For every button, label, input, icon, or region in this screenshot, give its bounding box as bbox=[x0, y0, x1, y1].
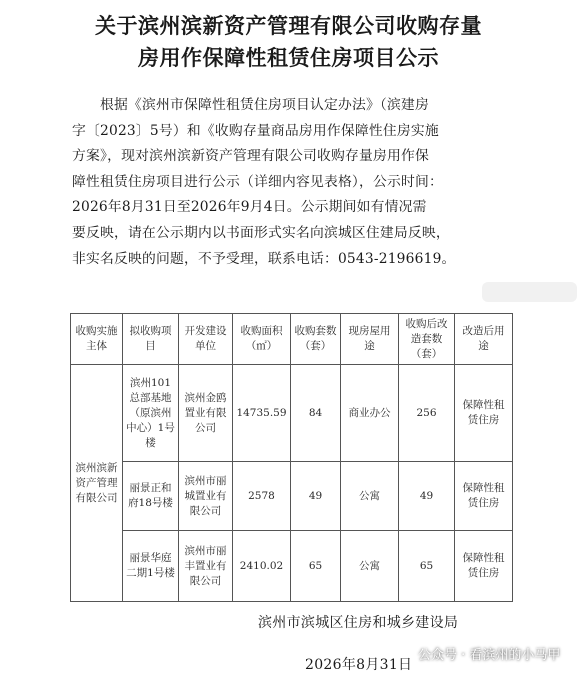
issuer-signature: 滨州市滨城区住房和城乡建设局 bbox=[258, 615, 459, 631]
project-cell: 丽景正和府18号楼 bbox=[123, 462, 179, 531]
new-use-cell: 保障性租赁住房 bbox=[455, 365, 513, 462]
body-line: 非实名反映的问题，不予受理，联系电话：0543-2196619。 bbox=[72, 250, 456, 267]
developer-cell: 滨州市丽城置业有限公司 bbox=[179, 462, 233, 531]
current-use-cell: 公寓 bbox=[341, 462, 399, 531]
notice-title-line1: 关于滨州滨新资产管理有限公司收购存量 bbox=[95, 14, 482, 38]
scan-blur bbox=[482, 282, 577, 302]
wechat-watermark bbox=[396, 644, 560, 663]
area-cell: 2578 bbox=[233, 462, 291, 531]
body-line: 方案》，现对滨州滨新资产管理有限公司收购存量房用作保 bbox=[72, 148, 430, 165]
body-line: 字〔2023〕5号）和《收购存量商品房用作保障性住房实施 bbox=[72, 122, 439, 139]
header-cell: 收购面积（㎡） bbox=[233, 314, 291, 365]
body-line: 根据《滨州市保障性租赁住房项目认定办法》（滨建房 bbox=[100, 97, 430, 113]
issue-date: 2026年8月31日 bbox=[305, 657, 413, 673]
watermark-text: 公众号 · 看滨州的小马甲 bbox=[418, 648, 561, 663]
developer-cell: 滨州金鸥置业有限公司 bbox=[179, 365, 233, 462]
area-cell: 14735.59 bbox=[233, 365, 291, 462]
units-cell: 65 bbox=[291, 531, 341, 602]
notice-title-line2: 房用作保障性租赁住房项目公示 bbox=[138, 46, 439, 70]
new-use-cell: 保障性租赁住房 bbox=[455, 462, 513, 531]
developer-cell: 滨州市丽丰置业有限公司 bbox=[179, 531, 233, 602]
renovated-units-cell: 65 bbox=[399, 531, 455, 602]
project-cell: 丽景华庭二期1号楼 bbox=[123, 531, 179, 602]
subject-cell: 滨州滨新资产管理有限公司 bbox=[71, 365, 123, 602]
table-row bbox=[71, 531, 513, 602]
area-cell: 2410.02 bbox=[233, 531, 291, 602]
header-cell: 现房屋用途 bbox=[341, 314, 399, 365]
project-cell: 滨州101总部基地（原滨州中心）1号楼 bbox=[123, 365, 179, 462]
renovated-units-cell: 49 bbox=[399, 462, 455, 531]
current-use-cell: 商业办公 bbox=[341, 365, 399, 462]
body-line: 障性租赁住房项目进行公示（详细内容见表格），公示时间： bbox=[72, 173, 444, 190]
wechat-official-account-icon bbox=[396, 647, 414, 661]
table-row bbox=[71, 462, 513, 531]
renovated-units-cell: 256 bbox=[399, 365, 455, 462]
units-cell: 49 bbox=[291, 462, 341, 531]
header-cell: 拟收购项目 bbox=[123, 314, 179, 365]
notice-body bbox=[72, 93, 512, 272]
project-table bbox=[70, 313, 513, 602]
units-cell: 84 bbox=[291, 365, 341, 462]
table-row bbox=[71, 365, 513, 462]
new-use-cell: 保障性租赁住房 bbox=[455, 531, 513, 602]
body-line: 2026年8月31日至2026年9月4日。公示期间如有情况需 bbox=[72, 199, 427, 216]
current-use-cell: 公寓 bbox=[341, 531, 399, 602]
header-cell: 开发建设单位 bbox=[179, 314, 233, 365]
header-cell: 收购实施主体 bbox=[71, 314, 123, 365]
header-cell: 收购套数（套） bbox=[291, 314, 341, 365]
header-cell: 收购后改造套数（套） bbox=[399, 314, 455, 365]
header-cell: 改造后用途 bbox=[455, 314, 513, 365]
table-header-row bbox=[71, 314, 513, 365]
body-line: 要反映，请在公示期内以书面形式实名向滨城区住建局反映， bbox=[72, 224, 450, 241]
